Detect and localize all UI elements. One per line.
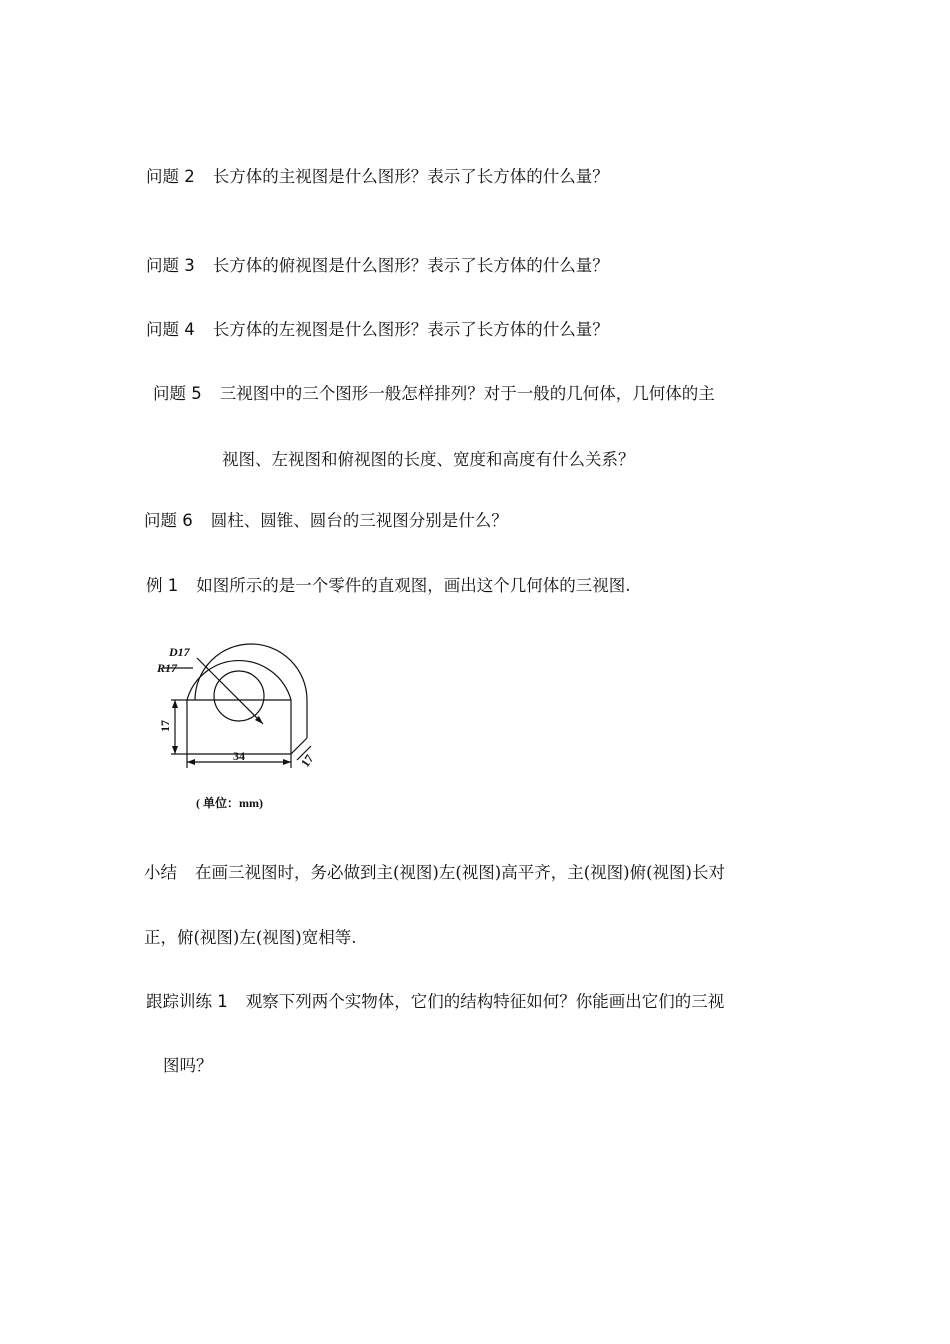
practice-1-continuation	[163, 1055, 213, 1077]
question-6	[144, 510, 508, 532]
question-5	[153, 383, 715, 405]
depth-label: 17	[297, 751, 317, 770]
summary-text-line2: 正，俯(视图)左(视图)宽相等.	[144, 928, 357, 947]
question-5-continuation	[222, 449, 635, 471]
example-1-text: 如图所示的是一个零件的直观图，画出这个几何体的三视图.	[196, 576, 631, 595]
height-label: 17	[158, 720, 172, 732]
question-4-text: 长方体的左视图是什么图形？表示了长方体的什么量？	[212, 320, 609, 339]
width-label: 34	[233, 749, 245, 763]
summary-continuation	[144, 927, 357, 949]
example-1	[146, 575, 631, 597]
question-6-text: 圆柱、圆锥、圆台的三视图分别是什么？	[210, 511, 508, 530]
question-6-label: 问题 6	[144, 511, 193, 530]
practice-1-text-line1: 观察下列两个实物体，它们的结构特征如何？你能画出它们的三视	[245, 992, 725, 1011]
practice-1	[146, 991, 724, 1013]
question-5-text-line2: 视图、左视图和俯视图的长度、宽度和高度有什么关系？	[222, 450, 635, 469]
question-3	[146, 255, 609, 277]
question-3-label: 问题 3	[146, 256, 195, 275]
question-2-text: 长方体的主视图是什么图形？表示了长方体的什么量？	[212, 167, 609, 186]
figure-caption: ( 单位：mm)	[196, 796, 263, 810]
practice-1-text-line2: 图吗？	[163, 1056, 213, 1075]
practice-1-label: 跟踪训练 1	[146, 992, 228, 1011]
question-4	[146, 319, 609, 341]
question-5-text-line1: 三视图中的三个图形一般怎样排列？对于一般的几何体，几何体的主	[219, 384, 715, 403]
question-4-label: 问题 4	[146, 320, 195, 339]
example-1-label: 例 1	[146, 576, 179, 595]
part-drawing	[145, 620, 325, 780]
r17-label: R17	[157, 661, 178, 675]
question-2	[146, 166, 609, 188]
hole	[214, 671, 264, 721]
outer-arch	[195, 644, 307, 738]
question-3-text: 长方体的俯视图是什么图形？表示了长方体的什么量？	[212, 256, 609, 275]
question-2-label: 问题 2	[146, 167, 195, 186]
summary-text-line1: 在画三视图时，务必做到主(视图)左(视图)高平齐，主(视图)俯(视图)长对	[195, 863, 725, 882]
d17-label: D17	[169, 645, 190, 659]
inner-arch	[187, 661, 291, 700]
question-5-label: 问题 5	[153, 384, 202, 403]
summary	[144, 862, 725, 884]
summary-label: 小结	[144, 863, 177, 882]
radius-line	[197, 658, 263, 724]
